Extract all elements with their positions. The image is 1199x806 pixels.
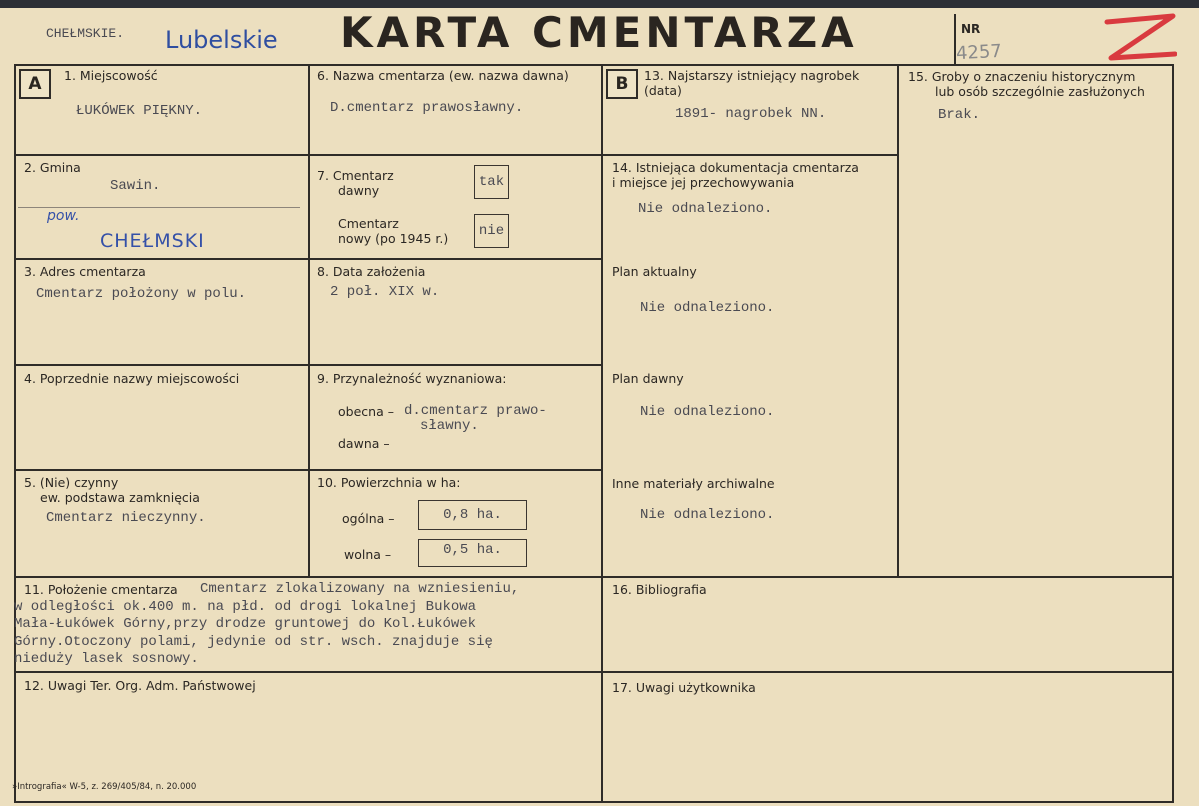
field-1-value: ŁUKÓWEK PIĘKNY. (76, 103, 203, 119)
field-3-label: 3. Adres cmentarza (24, 264, 146, 279)
card-title: KARTA CMENTARZA (340, 8, 858, 57)
row-line-low (14, 671, 1174, 673)
field-14-value: Nie odnaleziono. (638, 201, 773, 217)
field-11-line2: w odległości ok.400 m. na płd. od drogi lokalnej Bukowa (14, 599, 477, 615)
field-7-new-label-1: Cmentarz (338, 216, 399, 231)
nr-value: 4257 (955, 40, 1003, 65)
field-2-label: 2. Gmina (24, 160, 81, 175)
section-b-label: B (606, 69, 638, 99)
field-2-value: Sawin. (110, 178, 161, 194)
plan-old-label: Plan dawny (612, 371, 684, 386)
plan-current-value: Nie odnaleziono. (640, 300, 775, 316)
field-5-value: Cmentarz nieczynny. (46, 510, 206, 526)
field-15-label-line2: lub osób szczególnie zasłużonych (935, 84, 1145, 99)
field-3-value: Cmentarz położony w polu. (36, 286, 247, 302)
plan-old-value: Nie odnaleziono. (640, 404, 775, 420)
section-a-label: A (19, 69, 51, 99)
field-10-free-label: wolna – (344, 547, 392, 562)
printer-imprint: »Intrografia« W-5, z. 269/405/84, n. 20.000 (12, 782, 197, 792)
col-line-3 (897, 64, 899, 576)
field-15-value: Brak. (938, 107, 981, 123)
field-10-total-label: ogólna – (342, 511, 395, 526)
field-7-new-label-2: nowy (po 1945 r.) (338, 231, 449, 246)
field-8-label: 8. Data założenia (317, 264, 426, 279)
row-line-l4 (14, 469, 603, 471)
field-9-current-label: obecna – (338, 404, 394, 419)
field-5-label-line1: 5. (Nie) czynny (24, 475, 119, 490)
field-17-label: 17. Uwagi użytkownika (612, 680, 756, 695)
field-10-total-value: 0,8 ha. (418, 500, 527, 530)
archives-label: Inne materiały archiwalne (612, 476, 775, 491)
field-12-label: 12. Uwagi Ter. Org. Adm. Państwowej (24, 678, 256, 693)
field-5-label-line2: ew. podstawa zamknięcia (40, 490, 200, 505)
field-10-label: 10. Powierzchnia w ha: (317, 475, 461, 490)
field-13-label-line1: 13. Najstarszy istniejący nagrobek (644, 68, 860, 83)
frame-top (14, 64, 1174, 66)
field-6-label: 6. Nazwa cmentarza (ew. nazwa dawna) (317, 68, 569, 83)
row-line-mid (14, 576, 1174, 578)
field-9-current-value-2: sławny. (420, 418, 479, 434)
field-11-line5: nieduży lasek sosnowy. (14, 651, 199, 667)
plan-current-label: Plan aktualny (612, 264, 697, 279)
field-7-old-label-1: 7. Cmentarz (317, 168, 394, 183)
voivodeship-stamp: Lubelskie (165, 26, 278, 54)
field-4-label: 4. Poprzednie nazwy miejscowości (24, 371, 240, 386)
row-line-b1 (601, 154, 899, 156)
county-typed: CHEŁMSKIE. (46, 26, 125, 41)
row-line-l3 (14, 364, 603, 366)
field-2-county-label: pow. (47, 208, 80, 224)
field-1-label: 1. Miejscowość (64, 68, 158, 83)
col-line-1 (308, 64, 310, 576)
field-14-label-line2: i miejsce jej przechowywania (612, 175, 795, 190)
row-line-l2 (14, 258, 603, 260)
field-9-label: 9. Przynależność wyznaniowa: (317, 371, 507, 386)
field-9-former-label: dawna – (338, 436, 390, 451)
field-11-line1: Cmentarz zlokalizowany na wzniesieniu, (200, 581, 520, 597)
field-7-old-value: tak (474, 165, 509, 199)
field-11-line3: Mała-Łukówek Górny,przy drodze gruntowej do Kol.Łukówek (14, 616, 477, 632)
field-11-label: 11. Położenie cmentarza (24, 582, 178, 597)
archives-value: Nie odnaleziono. (640, 507, 775, 523)
nr-box-left (954, 14, 956, 66)
field-11-line4: Górny.Otoczony polami, jedynie od str. wsch. znajduje się (14, 634, 493, 650)
field-13-value: 1891- nagrobek NN. (675, 106, 827, 122)
field-7-old-label-2: dawny (338, 183, 380, 198)
field-9-current-value-1: d.cmentarz prawo- (404, 403, 547, 419)
field-16-label: 16. Bibliografia (612, 582, 707, 597)
col-line-2 (601, 64, 603, 801)
frame-bottom (14, 801, 1174, 803)
field-7-new-value: nie (474, 214, 509, 248)
category-mark-z (1103, 12, 1177, 66)
field-6-value: D.cmentarz prawosławny. (330, 100, 524, 116)
row-line-l1 (14, 154, 603, 156)
frame-left (14, 64, 16, 803)
nr-label: NR (961, 22, 981, 36)
field-14-label-line1: 14. Istniejąca dokumentacja cmentarza (612, 160, 859, 175)
field-8-value: 2 poł. XIX w. (330, 284, 440, 300)
field-13-label-line2: (data) (644, 83, 682, 98)
frame-right (1172, 64, 1174, 803)
field-2-county-value: CHEŁMSKI (100, 230, 205, 252)
top-scan-band (0, 0, 1199, 8)
field-15-label-line1: 15. Groby o znaczeniu historycznym (908, 69, 1136, 84)
field-10-free-value: 0,5 ha. (418, 539, 527, 567)
